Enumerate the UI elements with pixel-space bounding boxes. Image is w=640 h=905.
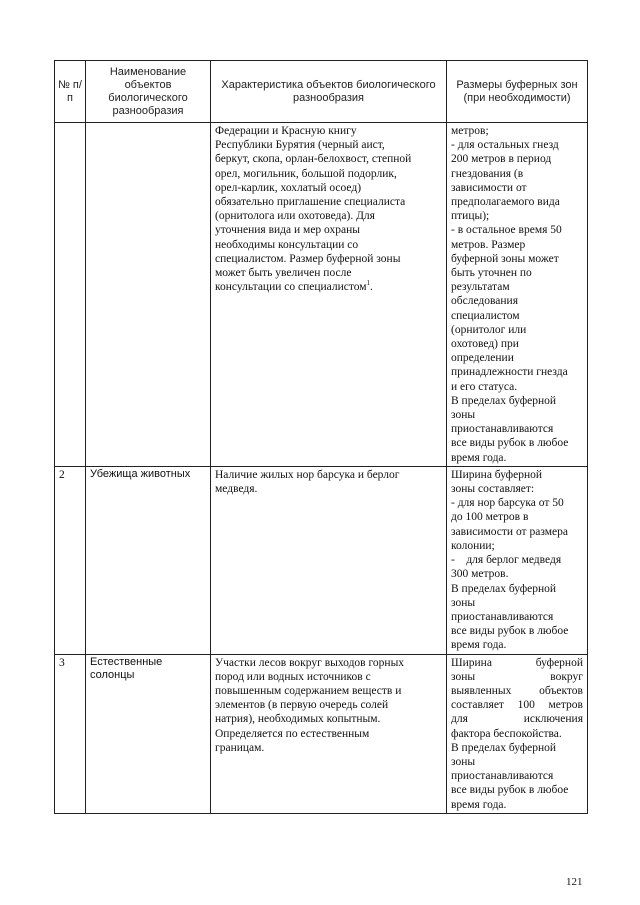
text-line: зоны вокруг: [451, 670, 583, 683]
text-line: приостанавливаются: [451, 770, 554, 783]
text-line: - в остальное время 50: [451, 224, 562, 237]
cell-buffer: [447, 654, 588, 813]
text-line: специалистом: [451, 309, 520, 322]
text-line: (орнитолог или: [451, 323, 527, 336]
cell-description: [211, 123, 447, 467]
text-fragment: консультации со специалистом: [215, 281, 367, 294]
cell-buffer: [447, 123, 588, 467]
text-line: В пределах буферной: [451, 582, 557, 595]
text-line: повышенным содержанием веществ и: [215, 684, 402, 697]
cell-name: [86, 123, 211, 467]
text-line: Участки лесов вокруг выходов горных: [215, 656, 405, 669]
text-line: натрия), необходимых копытным.: [215, 713, 381, 726]
table-row-salt-licks: [55, 654, 588, 813]
text-line: время года.: [451, 451, 507, 464]
text-fragment: .: [370, 281, 373, 294]
text-line: Ширина буферной: [451, 468, 543, 481]
text-line: (орнитолога или охотоведа). Для: [215, 210, 375, 223]
text-line: обследования: [451, 295, 518, 308]
text-line: приостанавливаются: [451, 610, 554, 623]
biodiversity-table: [54, 60, 588, 814]
text-line: зоны: [451, 596, 476, 609]
text-line: и его статуса.: [451, 380, 518, 393]
text-line: зоны: [451, 755, 476, 768]
text-line: метров. Размер: [451, 238, 526, 251]
text-line: В пределах буферной: [451, 741, 557, 754]
text-line: 200 метров в период: [451, 153, 552, 166]
table-row-continuation: [55, 123, 588, 467]
text-line: предполагаемого вида: [451, 196, 560, 209]
text-line: зоны составляет:: [451, 483, 535, 496]
header-buffer: Размеры буферных зон (при необходимости): [447, 61, 588, 123]
header-number: № п/п: [55, 61, 86, 123]
table-row-shelters: [55, 466, 588, 654]
text-line: результатам: [451, 281, 510, 294]
text-line: фактора беспокойства.: [451, 727, 562, 740]
text-line: колонии;: [451, 539, 495, 552]
text-line: Федерации и Красную книгу: [215, 125, 357, 137]
text-line: Наличие жилых нор барсука и берлог: [215, 468, 400, 481]
text-line: зависимости от размера: [451, 525, 568, 538]
text-line: до 100 метров в: [451, 511, 529, 524]
text-line: приостанавливаются: [451, 423, 554, 436]
text-line: охотовед) при: [451, 338, 519, 351]
text-line: Определяется по естественным: [215, 727, 370, 740]
cell-name: Естественные солонцы: [86, 654, 211, 813]
text-line: Ширина буферной: [451, 656, 583, 669]
text-line: может быть увеличен после: [215, 267, 352, 280]
text-line: для исключения: [451, 713, 583, 726]
text-line: орел, могильник, большой подорлик,: [215, 167, 397, 180]
cell-buffer: [447, 466, 588, 654]
text-line: определении: [451, 352, 514, 365]
cell-number: [55, 123, 86, 467]
text-line: границам.: [215, 741, 265, 754]
text-line: 300 метров.: [451, 568, 509, 581]
text-line: все виды рубок в любое: [451, 437, 569, 450]
text-line: Республики Бурятия (черный аист,: [215, 139, 385, 152]
text-line: пород или водных источников с: [215, 670, 371, 683]
text-line: орел-карлик, хохлатый осоед): [215, 181, 362, 194]
cell-description: [211, 466, 447, 654]
text-line: уточнения вида и мер охраны: [215, 224, 360, 237]
text-line: принадлежности гнезда: [451, 366, 568, 379]
footnote-mark: 1: [366, 279, 371, 288]
header-name: Наименование объектов биологического разнообразия: [86, 61, 211, 123]
text-line: - для нор барсука от 50: [451, 497, 564, 510]
text-line: метров;: [451, 125, 489, 137]
text-line: время года.: [451, 798, 507, 811]
cell-number: 3: [55, 654, 86, 813]
text-line: В пределах буферной: [451, 394, 557, 407]
cell-description: [211, 654, 447, 813]
text-line: зависимости от: [451, 181, 527, 194]
text-line: буферной зоны может: [451, 252, 559, 265]
text-line: птицы);: [451, 210, 490, 223]
text-line: - для остальных гнезд: [451, 139, 559, 152]
text-line: обязательно приглашение специалиста: [215, 196, 406, 209]
text-line: элементов (в первую очередь солей: [215, 699, 389, 712]
header-description: Характеристика объектов биологического разнообразия: [211, 61, 447, 123]
text-line: гнездования (в: [451, 167, 524, 180]
text-line: - для берлог медведя: [451, 554, 562, 567]
text-line: беркут, скопа, орлан-белохвост, степной: [215, 153, 412, 166]
text-line: время года.: [451, 639, 507, 652]
page-number: 121: [566, 876, 583, 888]
text-line: специалистом. Размер буферной зоны: [215, 252, 401, 265]
text-line: быть уточнен по: [451, 267, 532, 280]
text-line: [215, 280, 442, 294]
text-line: медведя.: [215, 483, 258, 496]
text-line: все виды рубок в любое: [451, 784, 569, 797]
header-row: [55, 61, 588, 123]
text-line: составляет 100 метров: [451, 699, 583, 712]
text-line: необходимы консультации со: [215, 238, 359, 251]
text-line: выявленных объектов: [451, 684, 583, 697]
text-line: зоны: [451, 409, 476, 422]
text-line: все виды рубок в любое: [451, 625, 569, 638]
cell-number: 2: [55, 466, 86, 654]
cell-name: Убежища животных: [86, 466, 211, 654]
